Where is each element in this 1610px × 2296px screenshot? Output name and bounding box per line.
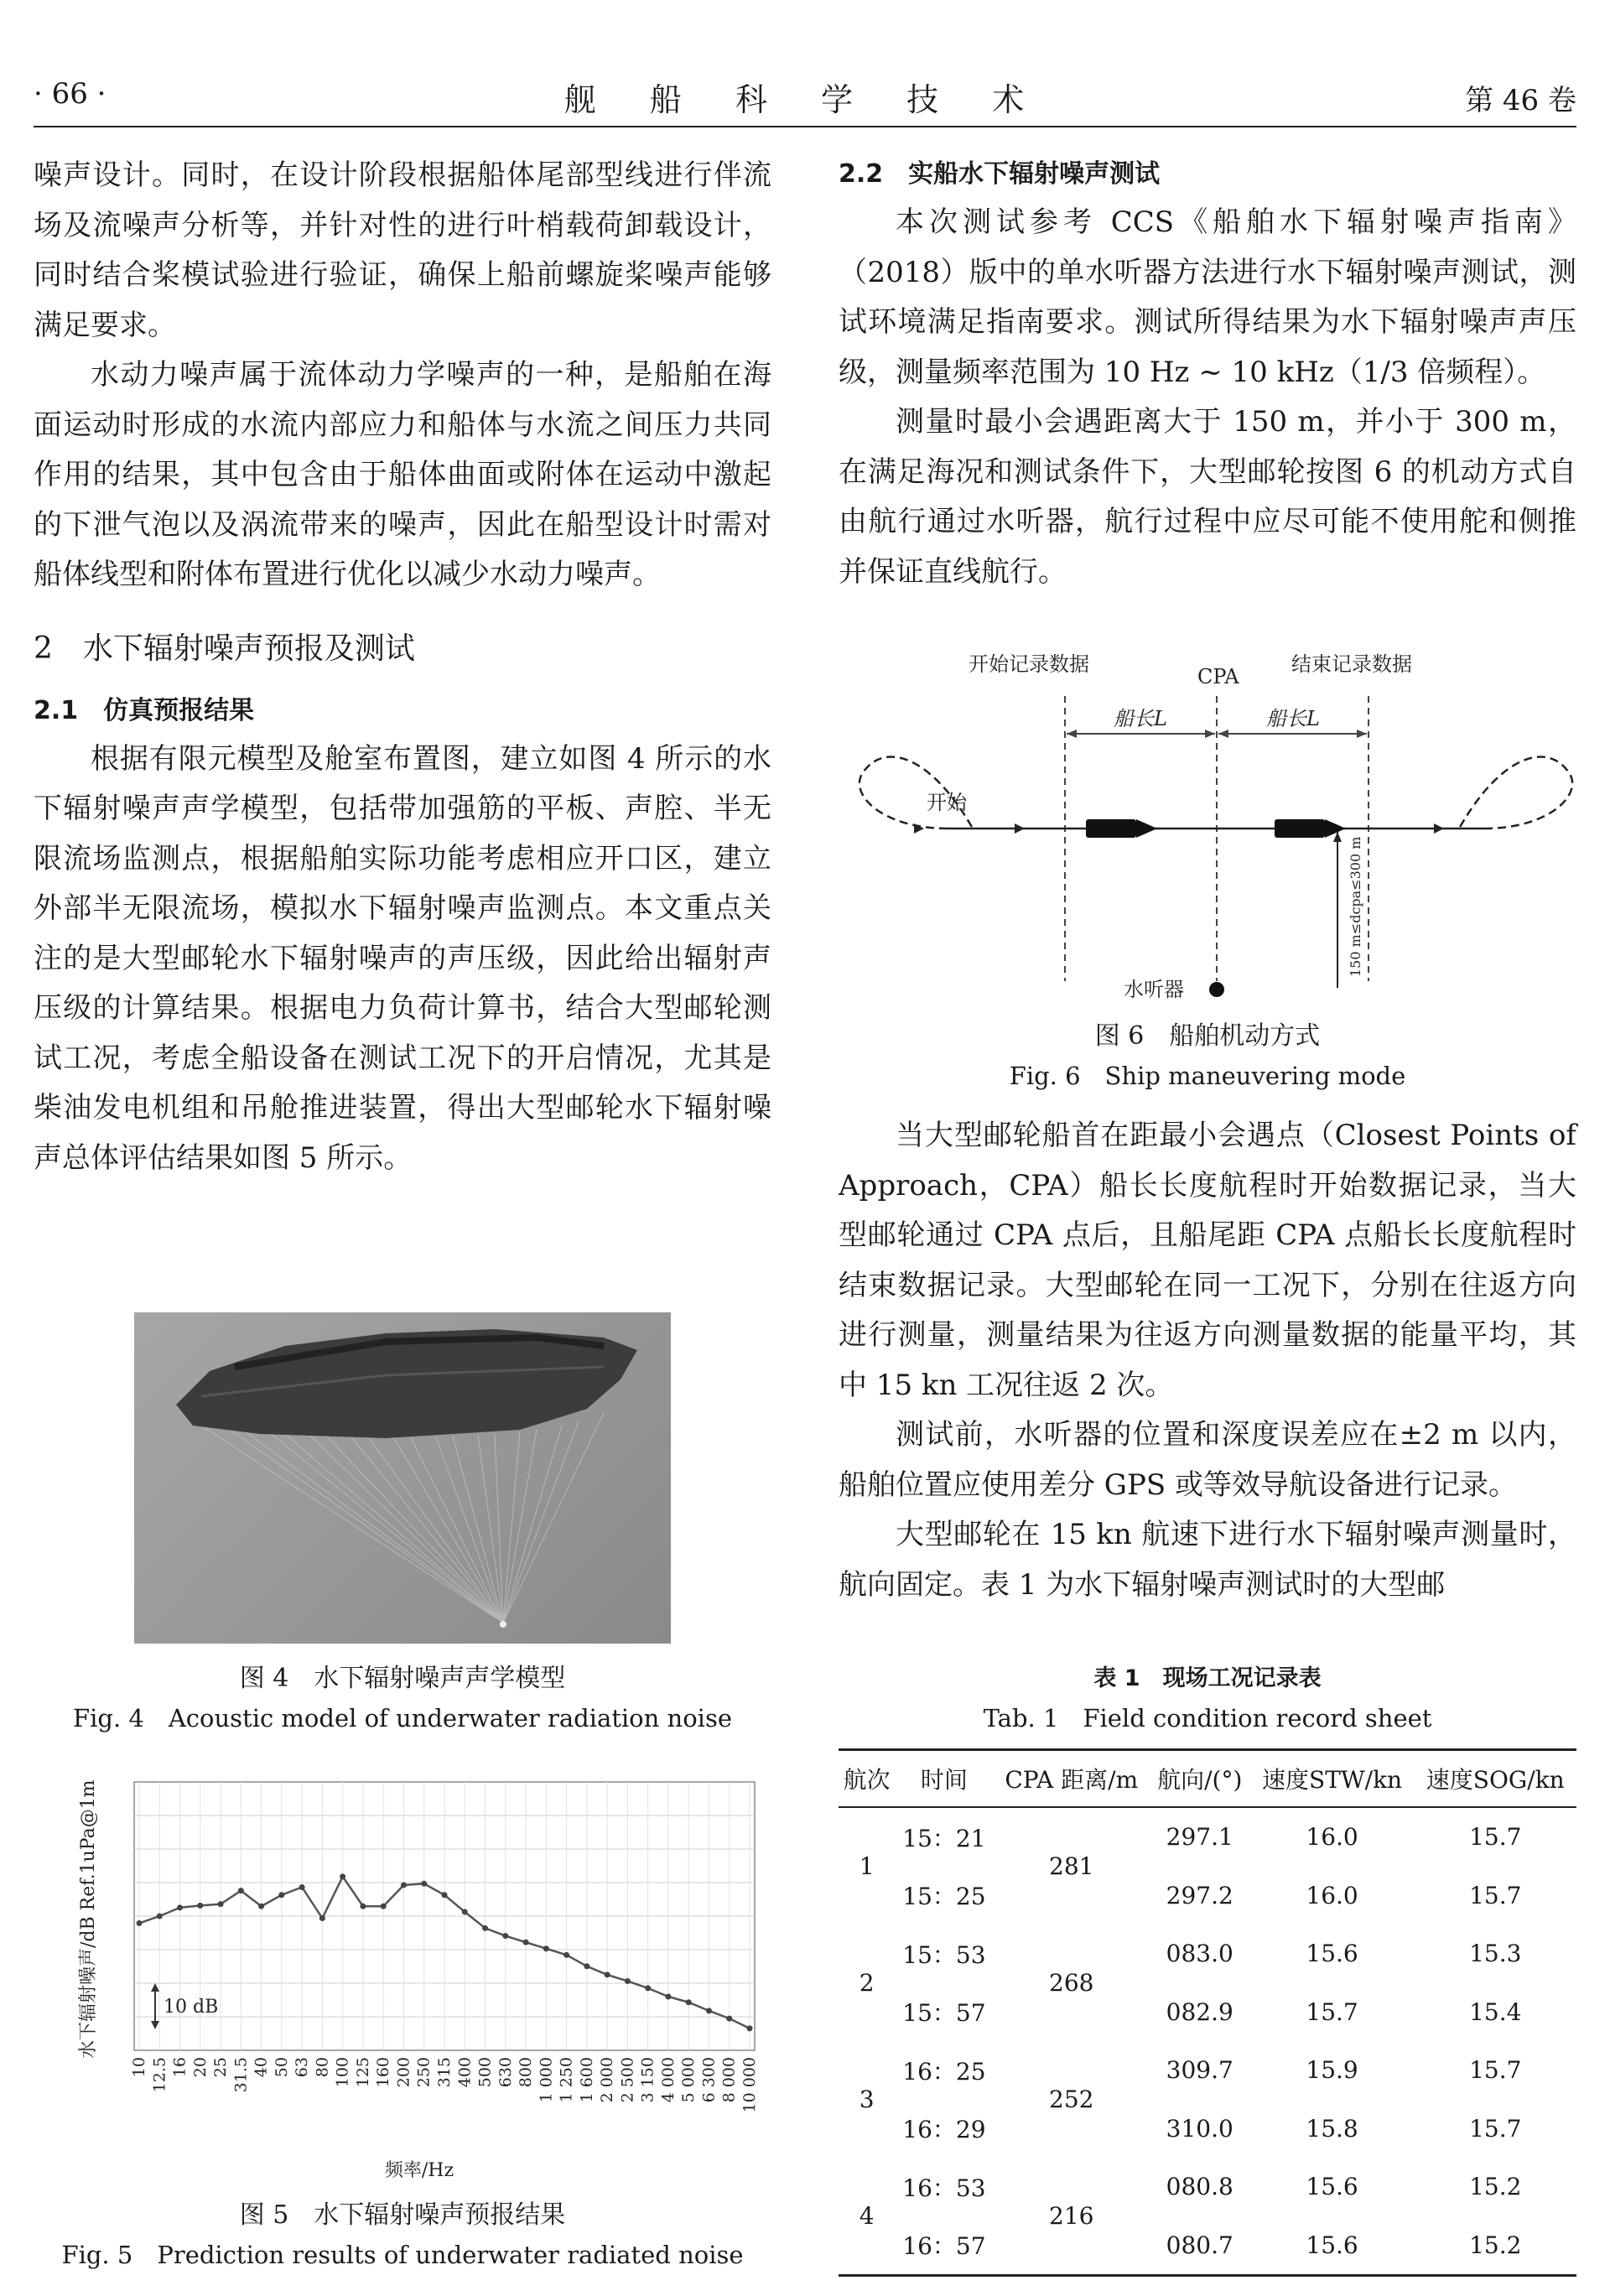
data-point	[381, 1904, 387, 1909]
start-label: 开始	[927, 791, 967, 814]
cell-heading: 082.9	[1166, 1997, 1233, 2026]
data-point	[177, 1904, 183, 1910]
cell-stw: 15.6	[1306, 2173, 1358, 2201]
cell-sog: 15.4	[1469, 1997, 1522, 2026]
paragraph: 测量时最小会遇距离大于 150 m，并小于 300 m，在满足海况和测试条件下，大型邮轮按图 6 的机动方式自由航行通过水听器，航行过程中应尽可能不使用舵和侧推并保证直线航行。	[839, 405, 1576, 589]
x-axis-label: 频率/Hz	[384, 2160, 454, 2181]
right-column	[839, 151, 1576, 597]
data-point	[442, 1892, 448, 1898]
cell-sog: 15.2	[1415, 2216, 1576, 2276]
data-point	[584, 1963, 589, 1969]
x-tick-label: 630	[496, 2057, 515, 2088]
volume-number: 第 46 卷	[1465, 84, 1576, 117]
chart-grid	[134, 1782, 755, 2050]
paragraph: 根据有限元模型及舱室布置图，建立如图 4 所示的水下辐射噪声声学模型，包括带加强筋的平板、声腔、半无限流场监测点，根据船舶实际功能考虑相应开口区，建立外部半无限流场，模拟水下辐射噪声监测点。本文重点关注的是大型邮轮水下辐射噪声的声压级，因此给出辐射声压级的计算结果。根据电力负荷计算书，结合大型邮轮测试工况，考虑全船设备在测试工况下的开启情况，尤其是柴油发电机组和吊舱推进装置，得出大型邮轮水下辐射噪声总体评估结果如图 5 所示。	[34, 741, 771, 1175]
scale-bar-arrow-up	[151, 1983, 159, 1992]
cell-stw: 15.9	[1306, 2056, 1358, 2085]
data-point	[421, 1881, 427, 1887]
x-tick-label: 1 000	[537, 2057, 556, 2103]
scale-bar-arrow-down	[151, 2021, 159, 2029]
x-tick-label: 250	[414, 2057, 434, 2088]
table-row	[839, 1867, 1576, 1925]
cell-sog: 15.3	[1469, 1940, 1522, 1968]
start-record-label: 开始记录数据	[969, 652, 1089, 676]
cell-heading: 080.8	[1166, 2173, 1233, 2201]
left-column	[34, 151, 771, 1183]
x-tick-label: 5 000	[679, 2057, 699, 2103]
figure-6-maneuver-diagram	[847, 646, 1585, 1015]
table-caption-en: Tab. 1 Field condition record sheet	[983, 1704, 1432, 1732]
data-point	[605, 1971, 610, 1977]
data-point	[564, 1952, 569, 1958]
cell-cpa: 252	[1049, 2086, 1094, 2113]
subsection-heading: 2.1 仿真预报结果	[34, 695, 255, 725]
x-tick-label: 8 000	[719, 2057, 739, 2103]
x-tick-label: 3 150	[638, 2057, 657, 2103]
caption-en: Fig. 4 Acoustic model of underwater radiation noise	[72, 1704, 732, 1732]
cell-sog: 15.7	[1469, 2056, 1522, 2085]
data-point	[360, 1904, 366, 1909]
x-tick-label: 100	[333, 2057, 352, 2088]
cell-run: 4	[839, 2158, 895, 2276]
data-point	[543, 1945, 549, 1951]
col-header: 速度SOG/kn	[1415, 1750, 1576, 1808]
x-tick-label: 400	[455, 2057, 475, 2088]
cell-sog: 15.7	[1469, 1881, 1522, 1909]
x-tick-label: 63	[293, 2057, 312, 2078]
table-row	[839, 2216, 1576, 2276]
paragraph: 本次测试参考 CCS《船舶水下辐射噪声指南》（2018）版中的单水听器方法进行水下辐射噪声测试，测试环境满足指南要求。测试所得结果为水下辐射噪声声压级，测量频率范围为 10 Hz ~ 10 kHz（1/3 倍频程）。	[839, 205, 1576, 389]
page-number: · 66 ·	[34, 77, 106, 111]
x-tick-label: 500	[475, 2057, 495, 2088]
cell-sog: 15.7	[1469, 2114, 1522, 2143]
x-tick-label: 6 300	[699, 2057, 719, 2103]
cell-time: 15：25	[902, 1883, 986, 1911]
ship-model-graphic	[134, 1312, 671, 1644]
y-axis-label: 水下辐射噪声/dB Ref.1uPa@1m	[78, 1779, 99, 2059]
caption-en: Fig. 6 Ship maneuvering mode	[1009, 1062, 1406, 1090]
data-point	[278, 1892, 284, 1898]
table-row	[839, 1807, 1576, 1867]
cell-heading: 297.1	[1166, 1823, 1233, 1852]
paragraph: 水动力噪声属于流体动力学噪声的一种，是船舶在海面运动时形成的水流内部应力和船体与水流之间压力共同作用的结果，其中包含由于船体曲面或附体在运动中激起的下泄气泡以及涡流带来的噪声，因此在船型设计时需对船体线型和附体布置进行优化以减少水动力噪声。	[34, 358, 771, 591]
cell-time: 15：53	[902, 1940, 986, 1969]
figure-4-acoustic-model	[134, 1312, 671, 1644]
caption-cn: 图 5 水下辐射噪声预报结果	[239, 2200, 566, 2230]
table-1-caption	[839, 1659, 1576, 1738]
x-tick-label: 25	[211, 2057, 231, 2078]
cell-stw: 15.6	[1306, 1940, 1358, 1968]
col-header: CPA 距离/m	[994, 1750, 1150, 1808]
cell-time: 16：53	[902, 2174, 986, 2202]
radiation-lines	[201, 1413, 604, 1623]
table-row	[839, 2158, 1576, 2216]
data-point	[137, 1920, 143, 1926]
data-point	[523, 1940, 529, 1945]
cell-heading: 309.7	[1166, 2056, 1233, 2085]
cell-stw: 15.8	[1306, 2114, 1358, 2143]
data-point	[665, 1994, 671, 2000]
x-tick-labels	[130, 2057, 759, 2112]
x-tick-label: 10	[130, 2057, 148, 2078]
data-point	[706, 2008, 712, 2013]
cell-sog: 15.7	[1469, 1823, 1522, 1852]
cell-stw: 15.7	[1306, 1997, 1358, 2026]
hydrophone-label: 水听器	[1124, 978, 1184, 1001]
x-tick-label: 20	[190, 2057, 210, 2078]
data-point	[299, 1884, 305, 1890]
cell-time: 16：57	[895, 2216, 993, 2276]
field-condition-table	[839, 1748, 1576, 2277]
x-tick-label: 800	[517, 2057, 536, 2088]
ship-icon-2	[1275, 819, 1325, 838]
cpa-label: CPA	[1197, 665, 1239, 688]
ship-hull	[176, 1329, 637, 1438]
data-point	[625, 1978, 631, 1984]
figure-6-caption	[839, 1016, 1576, 1095]
maneuver-svg	[847, 646, 1585, 1015]
cell-cpa: 268	[1049, 1969, 1094, 1997]
noise-prediction-chart	[67, 1774, 759, 2184]
data-point	[502, 1933, 508, 1939]
paragraph: 当大型邮轮船首在距最小会遇点（Closest Points of Approach，CPA）船长长度航程时开始数据记录，当大型邮轮通过 CPA 点后，且船尾距 CPA 点船长长度航程时结束数据记录。大型邮轮在同一工况下，分别在往返方向进行测量，测量结果为往返方向测量数据的能量平均，其中 15 kn 工况往返 2 次。	[839, 1119, 1576, 1402]
data-point	[645, 1985, 651, 1991]
x-tick-label: 1 250	[557, 2057, 576, 2103]
ship-length-label-2: 船长L	[1266, 707, 1320, 730]
cell-run: 2	[859, 1969, 875, 1997]
data-point	[319, 1915, 325, 1921]
paragraph: 测试前，水听器的位置和深度误差应在±2 m 以内，船舶位置应使用差分 GPS 或等效导航设备进行记录。	[839, 1418, 1576, 1502]
cell-run: 3	[859, 2086, 875, 2113]
x-tick-label: 50	[272, 2057, 291, 2078]
cell-stw: 15.6	[1250, 2216, 1415, 2276]
data-point	[482, 1925, 488, 1931]
x-tick-label: 31.5	[231, 2057, 251, 2093]
subsection-heading: 2.2 实船水下辐射噪声测试	[839, 159, 1161, 189]
table-row	[839, 2100, 1576, 2158]
cell-run: 1	[859, 1852, 875, 1880]
table-row	[839, 2041, 1576, 2100]
x-tick-label: 4 000	[658, 2057, 678, 2103]
data-point	[238, 1888, 244, 1893]
cell-time: 15：57	[902, 1999, 986, 2028]
x-tick-label: 200	[394, 2057, 413, 2088]
figure-5-caption	[34, 2195, 771, 2274]
col-header: 航向/(°)	[1150, 1750, 1250, 1808]
paragraph: 噪声设计。同时，在设计阶段根据船体尾部型线进行伴流场及流噪声分析等，并针对性的进行叶梢载荷卸载设计，同时结合桨模试验进行验证，确保上船前螺旋桨噪声能够满足要求。	[34, 158, 771, 342]
header-rule	[34, 126, 1576, 127]
data-point	[462, 1909, 468, 1914]
cell-cpa: 216	[994, 2158, 1150, 2276]
right-loop	[1459, 757, 1572, 829]
data-point	[157, 1914, 163, 1919]
col-header: 航次	[839, 1750, 895, 1808]
x-tick-label: 16	[170, 2057, 190, 2078]
col-header: 速度STW/kn	[1250, 1750, 1415, 1808]
x-tick-label: 125	[353, 2057, 372, 2088]
x-tick-label: 12.5	[150, 2057, 169, 2093]
x-tick-label: 10 000	[740, 2057, 759, 2113]
data-point	[726, 2016, 732, 2022]
col-header: 时间	[895, 1750, 993, 1808]
cell-time: 16：29	[902, 2116, 986, 2144]
cell-heading: 310.0	[1166, 2114, 1233, 2143]
table-header-row	[839, 1750, 1576, 1808]
table-row	[839, 1925, 1576, 1983]
ship-length-label-1: 船长L	[1114, 707, 1167, 730]
data-point	[258, 1904, 264, 1909]
hydrophone-marker	[1209, 982, 1224, 997]
cell-stw: 16.0	[1306, 1823, 1358, 1852]
caption-cn: 图 4 水下辐射噪声声学模型	[239, 1664, 566, 1693]
data-point	[197, 1903, 203, 1909]
figure-4-caption	[34, 1659, 771, 1738]
table-row	[839, 1983, 1576, 2042]
table-caption-cn: 表 1 现场工况记录表	[1093, 1665, 1322, 1691]
cell-time: 15：21	[902, 1824, 986, 1852]
paragraph: 大型邮轮在 15 kn 航速下进行水下辐射噪声测量时，航向固定。表 1 为水下辐射噪声测试时的大型邮	[839, 1518, 1576, 1602]
cell-sog: 15.2	[1469, 2173, 1522, 2201]
end-record-label: 结束记录数据	[1291, 652, 1412, 676]
cell-heading: 080.7	[1150, 2216, 1250, 2276]
data-point	[686, 1999, 692, 2005]
data-point	[747, 2025, 753, 2031]
cell-cpa: 281	[1049, 1852, 1094, 1880]
journal-title: 舰 船 科 学 技 术	[564, 81, 1046, 118]
caption-cn: 图 6 船舶机动方式	[1094, 1021, 1321, 1051]
x-tick-label: 80	[313, 2057, 332, 2078]
scale-label: 10 dB	[164, 1997, 219, 2018]
x-tick-label: 2 500	[618, 2057, 637, 2103]
cell-time: 16：25	[902, 2057, 986, 2086]
running-header	[34, 70, 1576, 121]
cell-heading: 297.2	[1166, 1881, 1233, 1909]
data-point	[340, 1873, 345, 1879]
caption-en: Fig. 5 Prediction results of underwater radiated noise	[61, 2241, 744, 2269]
cell-stw: 16.0	[1306, 1881, 1358, 1909]
table-1	[839, 1748, 1576, 2277]
x-tick-label: 1 600	[577, 2057, 596, 2103]
x-tick-label: 40	[252, 2057, 271, 2078]
figure-5-chart	[67, 1774, 759, 2184]
x-tick-label: 2 000	[598, 2057, 617, 2103]
data-point	[218, 1901, 224, 1907]
x-tick-label: 160	[374, 2057, 393, 2088]
section-heading: 2 水下辐射噪声预报及测试	[34, 631, 415, 666]
distance-label: 150 m≤dcpa≤300 m	[1348, 836, 1363, 977]
data-point	[401, 1882, 407, 1888]
right-column-lower	[839, 1111, 1576, 1610]
ship-icon-1	[1086, 819, 1136, 838]
cell-heading: 083.0	[1166, 1940, 1233, 1968]
x-tick-label: 315	[435, 2057, 454, 2088]
